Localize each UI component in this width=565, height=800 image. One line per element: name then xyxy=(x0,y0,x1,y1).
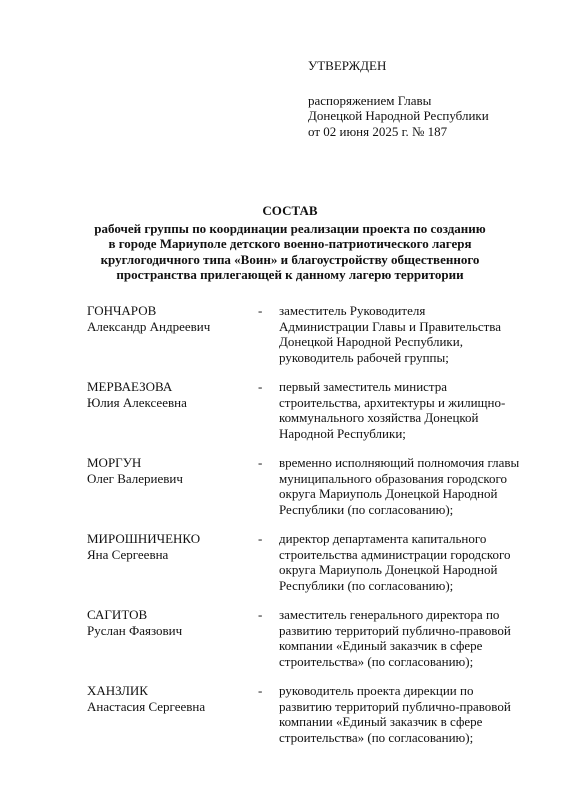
role-line: развитию территорий публично-правовой xyxy=(279,622,511,638)
role-line: первый заместитель министра xyxy=(279,379,448,394)
role-line: Республики (по согласованию); xyxy=(279,501,454,517)
member-surname: ХАНЗЛИК xyxy=(87,683,148,698)
member-given-name: Александр Андреевич xyxy=(87,318,211,334)
approval-stamp xyxy=(308,58,538,139)
role-line: развитию территорий публично-правовой xyxy=(279,698,511,714)
member-dash: - xyxy=(258,683,263,698)
member-name xyxy=(87,683,247,714)
approval-line: Донецкой Народной Республики xyxy=(308,108,489,123)
member-dash: - xyxy=(258,303,263,318)
member-surname: САГИТОВ xyxy=(87,607,148,622)
title-line: круглогодичного типа «Воин» и благоустройству общественного xyxy=(100,251,480,267)
role-line: Народной Республики; xyxy=(279,425,406,441)
member-role xyxy=(279,379,549,441)
role-line: строительства администрации городского xyxy=(279,546,511,562)
member-surname: ГОНЧАРОВ xyxy=(87,303,157,318)
role-line: строительства» (по согласованию); xyxy=(279,729,474,745)
title-line: рабочей группы по координации реализации проекта по созданию xyxy=(94,220,486,236)
member-given-name: Яна Сергеевна xyxy=(87,546,169,562)
member-role xyxy=(279,455,549,517)
role-line: строительства» (по согласованию); xyxy=(279,653,474,669)
member-name xyxy=(87,531,247,562)
member-name xyxy=(87,607,247,638)
document-title xyxy=(70,203,510,283)
member-role xyxy=(279,607,549,669)
role-line: руководитель рабочей группы; xyxy=(279,349,449,365)
member-given-name: Анастасия Сергеевна xyxy=(87,698,206,714)
title-line: в городе Мариуполе детского военно-патриотического лагеря xyxy=(108,236,472,251)
approval-line: от 02 июня 2025 г. № 187 xyxy=(308,123,448,139)
member-dash: - xyxy=(258,531,263,546)
member-surname: МОРГУН xyxy=(87,455,142,470)
member-surname: МИРОШНИЧЕНКО xyxy=(87,531,201,546)
member-dash: - xyxy=(258,379,263,394)
member-role xyxy=(279,303,549,365)
member-role xyxy=(279,683,549,745)
role-line: заместитель Руководителя xyxy=(279,303,426,318)
role-line: заместитель генерального директора по xyxy=(279,607,500,622)
role-line: директор департамента капитального xyxy=(279,531,487,546)
role-line: компании «Единый заказчик в сфере xyxy=(279,714,483,729)
title-main: СОСТАВ xyxy=(262,203,318,218)
approval-heading: УТВЕРЖДЕН xyxy=(308,58,387,73)
role-line: коммунального хозяйства Донецкой xyxy=(279,410,479,425)
role-line: компании «Единый заказчик в сфере xyxy=(279,638,483,653)
role-line: Администрации Главы и Правительства xyxy=(279,318,502,334)
member-dash: - xyxy=(258,607,263,622)
member-dash: - xyxy=(258,455,263,470)
title-line: пространства прилегающей к данному лагерю территории xyxy=(116,267,464,282)
role-line: округа Мариуполь Донецкой Народной xyxy=(279,562,498,577)
member-given-name: Руслан Фаязович xyxy=(87,622,183,638)
role-line: строительства, архитектуры и жилищно- xyxy=(279,394,506,410)
role-line: руководитель проекта дирекции по xyxy=(279,683,474,698)
role-line: Республики (по согласованию); xyxy=(279,577,454,593)
member-surname: МЕРВАЕЗОВА xyxy=(87,379,173,394)
member-given-name: Юлия Алексеевна xyxy=(87,394,187,410)
role-line: округа Мариуполь Донецкой Народной xyxy=(279,486,498,501)
member-name xyxy=(87,379,247,410)
member-given-name: Олег Валериевич xyxy=(87,470,183,486)
role-line: муниципального образования городского xyxy=(279,470,508,486)
member-name xyxy=(87,455,247,486)
approval-line: распоряжением Главы xyxy=(308,92,432,108)
member-name xyxy=(87,303,247,334)
role-line: Донецкой Народной Республики, xyxy=(279,334,463,349)
member-role xyxy=(279,531,549,593)
role-line: временно исполняющий полномочия главы xyxy=(279,455,520,470)
